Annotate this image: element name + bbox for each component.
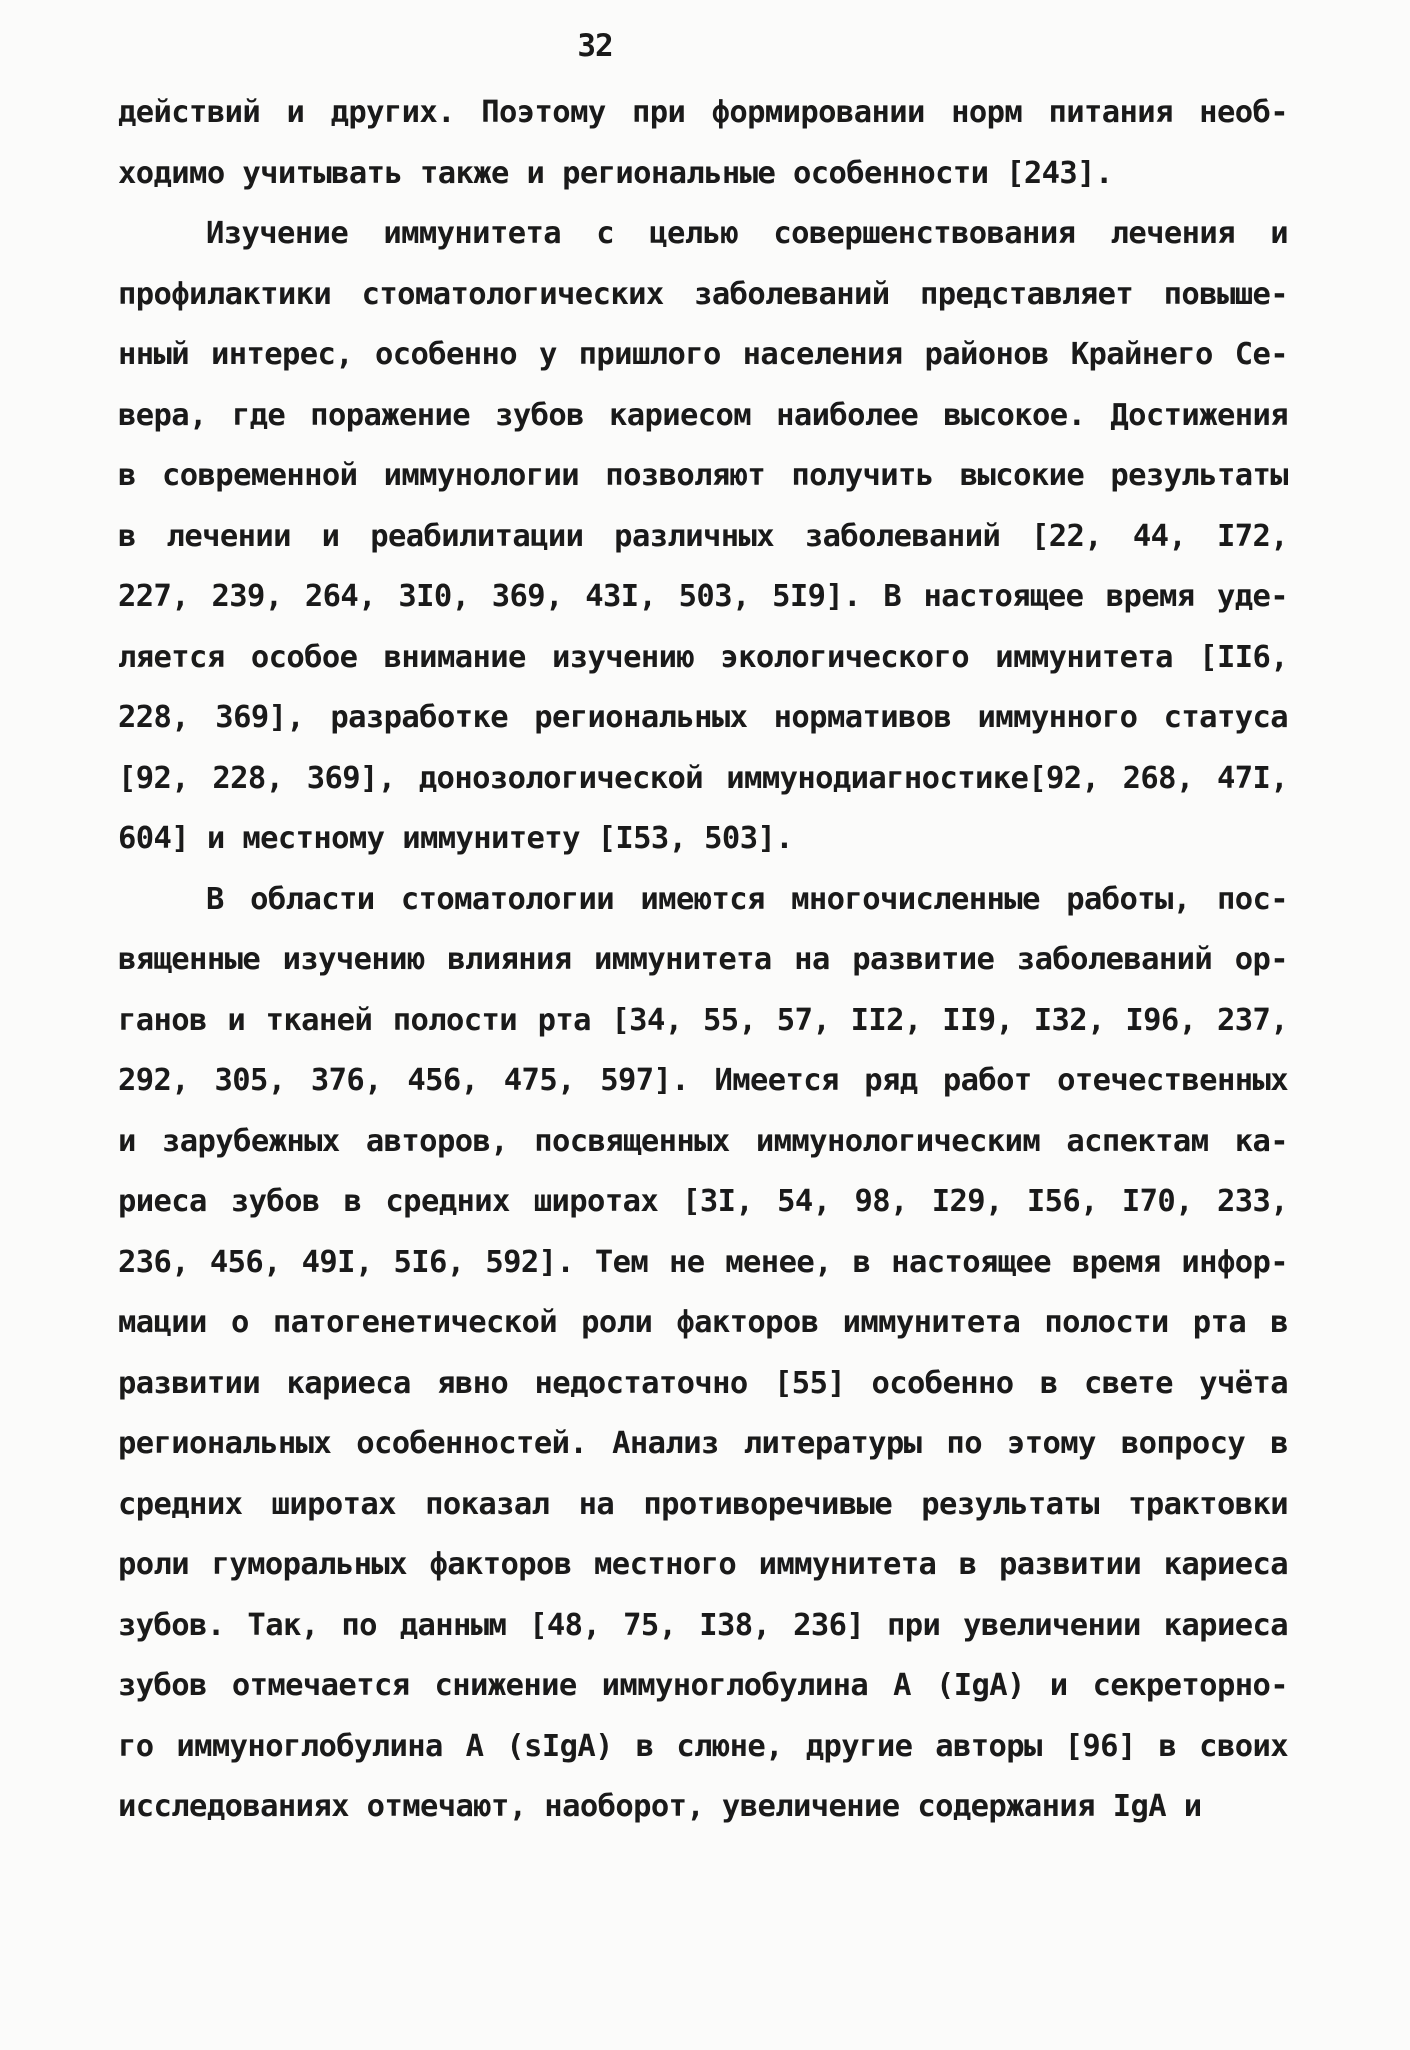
text-line: в лечении и реабилитации различных заболеваний [22, 44, I72, [118,518,1288,554]
text-line: риеса зубов в средних широтах [3I, 54, 98, I29, I56, I70, 233, [118,1184,1288,1219]
text-line: 228, 369], разработке региональных нормативов иммунного статуса [118,700,1288,735]
text-line: и зарубежных авторов, посвященных иммунологическим аспектам ка- [118,1123,1288,1159]
text-line: развитии кариеса явно недостаточно [55] особенно в свете учёта [118,1365,1288,1401]
text-line: зубов. Так, по данным [48, 75, I38, 236] при увеличении кариеса [118,1607,1288,1643]
text-line: исследованиях отмечают, наоборот, увеличение содержания IgA и [118,1789,1202,1824]
page-number: 32 [577,28,613,64]
text-line: региональных особенностей. Анализ литературы по этому вопросу в [118,1426,1288,1461]
text-line: ганов и тканей полости рта [34, 55, 57, II2, II9, I32, I96, 237, [118,1002,1288,1038]
text-line: средних широтах показал на противоречивые результаты трактовки [118,1486,1288,1522]
text-line: зубов отмечается снижение иммуноглобулина А (IgA) и секреторно- [118,1668,1288,1703]
text-line: 604] и местному иммунитету [I53, 503]. [118,821,793,856]
text-line: роли гуморальных факторов местного иммунитета в развитии кариеса [118,1547,1288,1582]
text-line: действий и других. Поэтому при формировании норм питания необ- [118,95,1288,130]
text-line: го иммуноглобулина А (sIgA) в слюне, другие авторы [96] в своих [118,1728,1288,1764]
text-line: нный интерес, особенно у пришлого населения районов Крайнего Се- [118,337,1288,372]
text-line: Изучение иммунитета с целью совершенствования лечения и [206,216,1288,251]
text-line: в современной иммунологии позволяют получить высокие результаты [118,458,1288,493]
text-line: 236, 456, 49I, 5I6, 592]. Тем не менее, в настоящее время инфор- [118,1244,1288,1280]
text-line: ляется особое внимание изучению экологического иммунитета [II6, [118,639,1288,675]
text-line: ходимо учитывать также и региональные особенности [243]. [118,155,1113,191]
text-line: профилактики стоматологических заболеваний представляет повыше- [118,276,1288,312]
text-line: вера, где поражение зубов кариесом наиболее высокое. Достижения [118,397,1288,433]
text-line: вященные изучению влияния иммунитета на развитие заболеваний ор- [118,942,1288,977]
text-line: В области стоматологии имеются многочисленные работы, пос- [206,881,1288,917]
text-line: [92, 228, 369], донозологической иммунодиагностике[92, 268, 47I, [118,760,1288,796]
body-text [118,90,1288,1845]
text-line: 227, 239, 264, 3I0, 369, 43I, 503, 5I9]. В настоящее время уде- [118,579,1288,614]
text-line: 292, 305, 376, 456, 475, 597]. Имеется ряд работ отечественных [118,1063,1288,1098]
text-line: мации о патогенетической роли факторов иммунитета полости рта в [118,1305,1288,1340]
